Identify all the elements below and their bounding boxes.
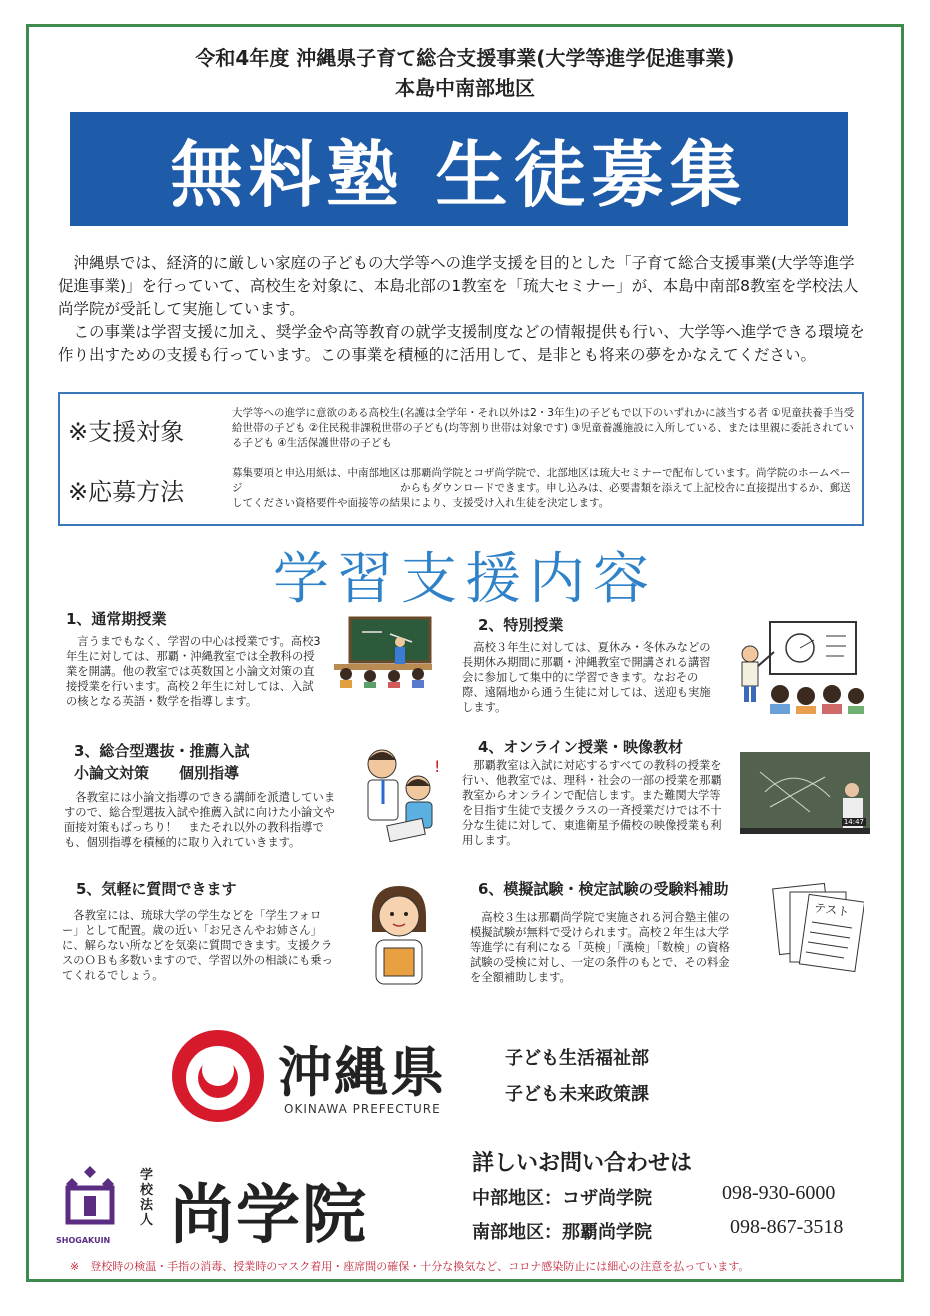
contact-phone-1: 098-930-6000 — [722, 1182, 836, 1204]
item-5-title: 5、気軽に質問できます — [76, 880, 237, 898]
item-3-subtitle: 小論文対策 個別指導 — [74, 764, 240, 782]
item-6-text: 高校３生は那覇尚学院で実施される河合塾主催の模擬試験が無料で受けられます。高校２年生は大学等進学に有利になる「英検」「漢検」「数検」の資格試験の受検に対し、一定の条件のもとで、その料金を全額補助します。 — [470, 911, 730, 984]
okinawa-name-en: OKINAWA PREFECTURE — [284, 1102, 441, 1116]
contact-area-2: 南部地区：那覇尚学院 — [472, 1222, 652, 1243]
target-label: ※支援対象 — [68, 418, 185, 446]
item-2-text: 高校３年生に対しては、夏休み・冬休みなどの長期休み期間に那覇・沖縄教室で開講される講習会に参加して集中的に学習できます。なおその際、遠隔地から通う生徒に対しては、送迎も実施します。 — [462, 641, 711, 714]
dept-1: 子ども生活福祉部 — [505, 1048, 649, 1069]
shogakuin-name: 尚学院 — [170, 1179, 368, 1253]
contact-area-1: 中部地区：コザ尚学院 — [472, 1188, 652, 1209]
section-title: 学習支援内容 — [273, 547, 657, 612]
contact-heading: 詳しいお問い合わせは — [472, 1151, 693, 1176]
test-label: テスト — [813, 900, 851, 920]
video-timestamp: 14:47 — [843, 818, 864, 826]
apply-label: ※応募方法 — [68, 478, 185, 506]
item-1-text: 言うまでもなく、学習の中心は授業です。高校3年生に対しては、那覇・沖縄教室では全教科の授業を開講。他の教室では英数国と小論文対策の直接授業を行います。高校２年生に対しては、入試の核となる英語・数学を指導します。 — [66, 635, 321, 708]
item-3-title: 3、総合型選抜・推薦入試 — [74, 742, 250, 760]
okinawa-name: 沖縄県 — [278, 1041, 446, 1104]
classroom-illustration — [332, 612, 434, 688]
item-5-text: 各教室には、琉球大学の学生などを「学生フォロー」として配置。歳の近い「お兄さんやお姉さん」に、解らない所などを気楽に質問できます。支援クラスのＯＢも多数いますので、学習以外の相談にも乗ってくれるでしょう。 — [62, 909, 333, 982]
item-4-title: 4、オンライン授業・映像教材 — [478, 738, 683, 756]
intro-paragraph-1: 沖縄県では、経済的に厳しい家庭の子どもの大学等への進学支援を目的とした「子育て総合支援事業(大学等進学促進事業)」を行っていて、高校生を対象に、本島北部の1教室を「琉大セミナー」が、本島中南部8教室を学校法人尚学院が受託して実施しています。 — [58, 254, 859, 318]
item-2-title: 2、特別授業 — [478, 616, 564, 634]
tutoring-illustration — [352, 744, 448, 842]
okinawa-prefecture-emblem — [170, 1028, 266, 1124]
title-banner — [70, 112, 848, 226]
target-text: 大学等への進学に意欲のある高校生(名護は全学年・それ以外は2・3年生)の子どもで以下のいずれかに該当する者 ①児童扶養手当受給世帯の子ども ②住民税非課税世帯の子ども(均等割り世帯は対象です) ③児童養護施設に入所している、または里親に委託されている子ども ④生活保護世帯の子ども — [232, 407, 855, 449]
item-4-text: 那覇教室は入試に対応するすべての教科の授業を行い、他教室では、理科・社会の一部の授業を那覇教室からオンラインで配信します。また難関大学等を目指す生徒で支援クラスの一斉授業だけでは不十分な生徒に対して、東進衛星予備校の映像授業も利用します。 — [462, 759, 722, 847]
svg-text:!: ! — [434, 757, 441, 776]
header-line2: 本島中南部地区 — [395, 76, 535, 100]
video-lesson-photo — [740, 752, 870, 834]
covid-notice: ※ 登校時の検温・手指の消毒、授業時のマスク着用・座席間の確保・十分な換気など、コロナ感染防止には細心の注意を払っています。 — [70, 1260, 750, 1273]
shogakuin-legal: 学校法人 — [140, 1168, 154, 1228]
student-illustration — [364, 882, 434, 986]
apply-text: 募集要項と申込用紙は、中南部地区は那覇尚学院とコザ尚学院で、北部地区は琉大セミナーで配布しています。尚学院のホームページ からもダウンロードできます。申し込みは、必要書類を添えて上記校舎に直接提出するか、郵送してください資格要件や面接等の結果により、支援受け入れ生徒を決定します。 — [232, 467, 851, 509]
item-6-title: 6、模擬試験・検定試験の受験料補助 — [478, 880, 729, 898]
support-box — [58, 392, 864, 526]
banner-title: 無料塾 生徒募集 — [170, 133, 748, 217]
header-line1: 令和4年度 沖縄県子育て総合支援事業(大学等進学促進事業) — [195, 46, 735, 70]
lecture-illustration — [734, 618, 866, 714]
shogakuin-emblem — [60, 1164, 120, 1234]
item-1-title: 1、通常期授業 — [66, 610, 167, 628]
item-3-text: 各教室には小論文指導のできる講師を派遣していますので、総合型選抜入試や推薦入試に向けた小論文や面接対策もばっちり！ またそれ以外の教科指導でも、個別指導を積極的に取り入れていきます。 — [64, 791, 336, 849]
contact-phone-2: 098-867-3518 — [730, 1216, 844, 1238]
intro-text — [58, 252, 866, 367]
shogakuin-name-en: SHOGAKUIN — [56, 1236, 111, 1245]
dept-2: 子ども未来政策課 — [505, 1084, 649, 1105]
intro-paragraph-2: この事業は学習支援に加え、奨学金や高等教育の就学支援制度などの情報提供も行い、大学等へ進学できる環境を作り出すための支援も行っています。この事業を積極的に活用して、是非とも将来の夢をかなえてください。 — [58, 323, 865, 364]
test-paper-illustration — [772, 882, 864, 972]
